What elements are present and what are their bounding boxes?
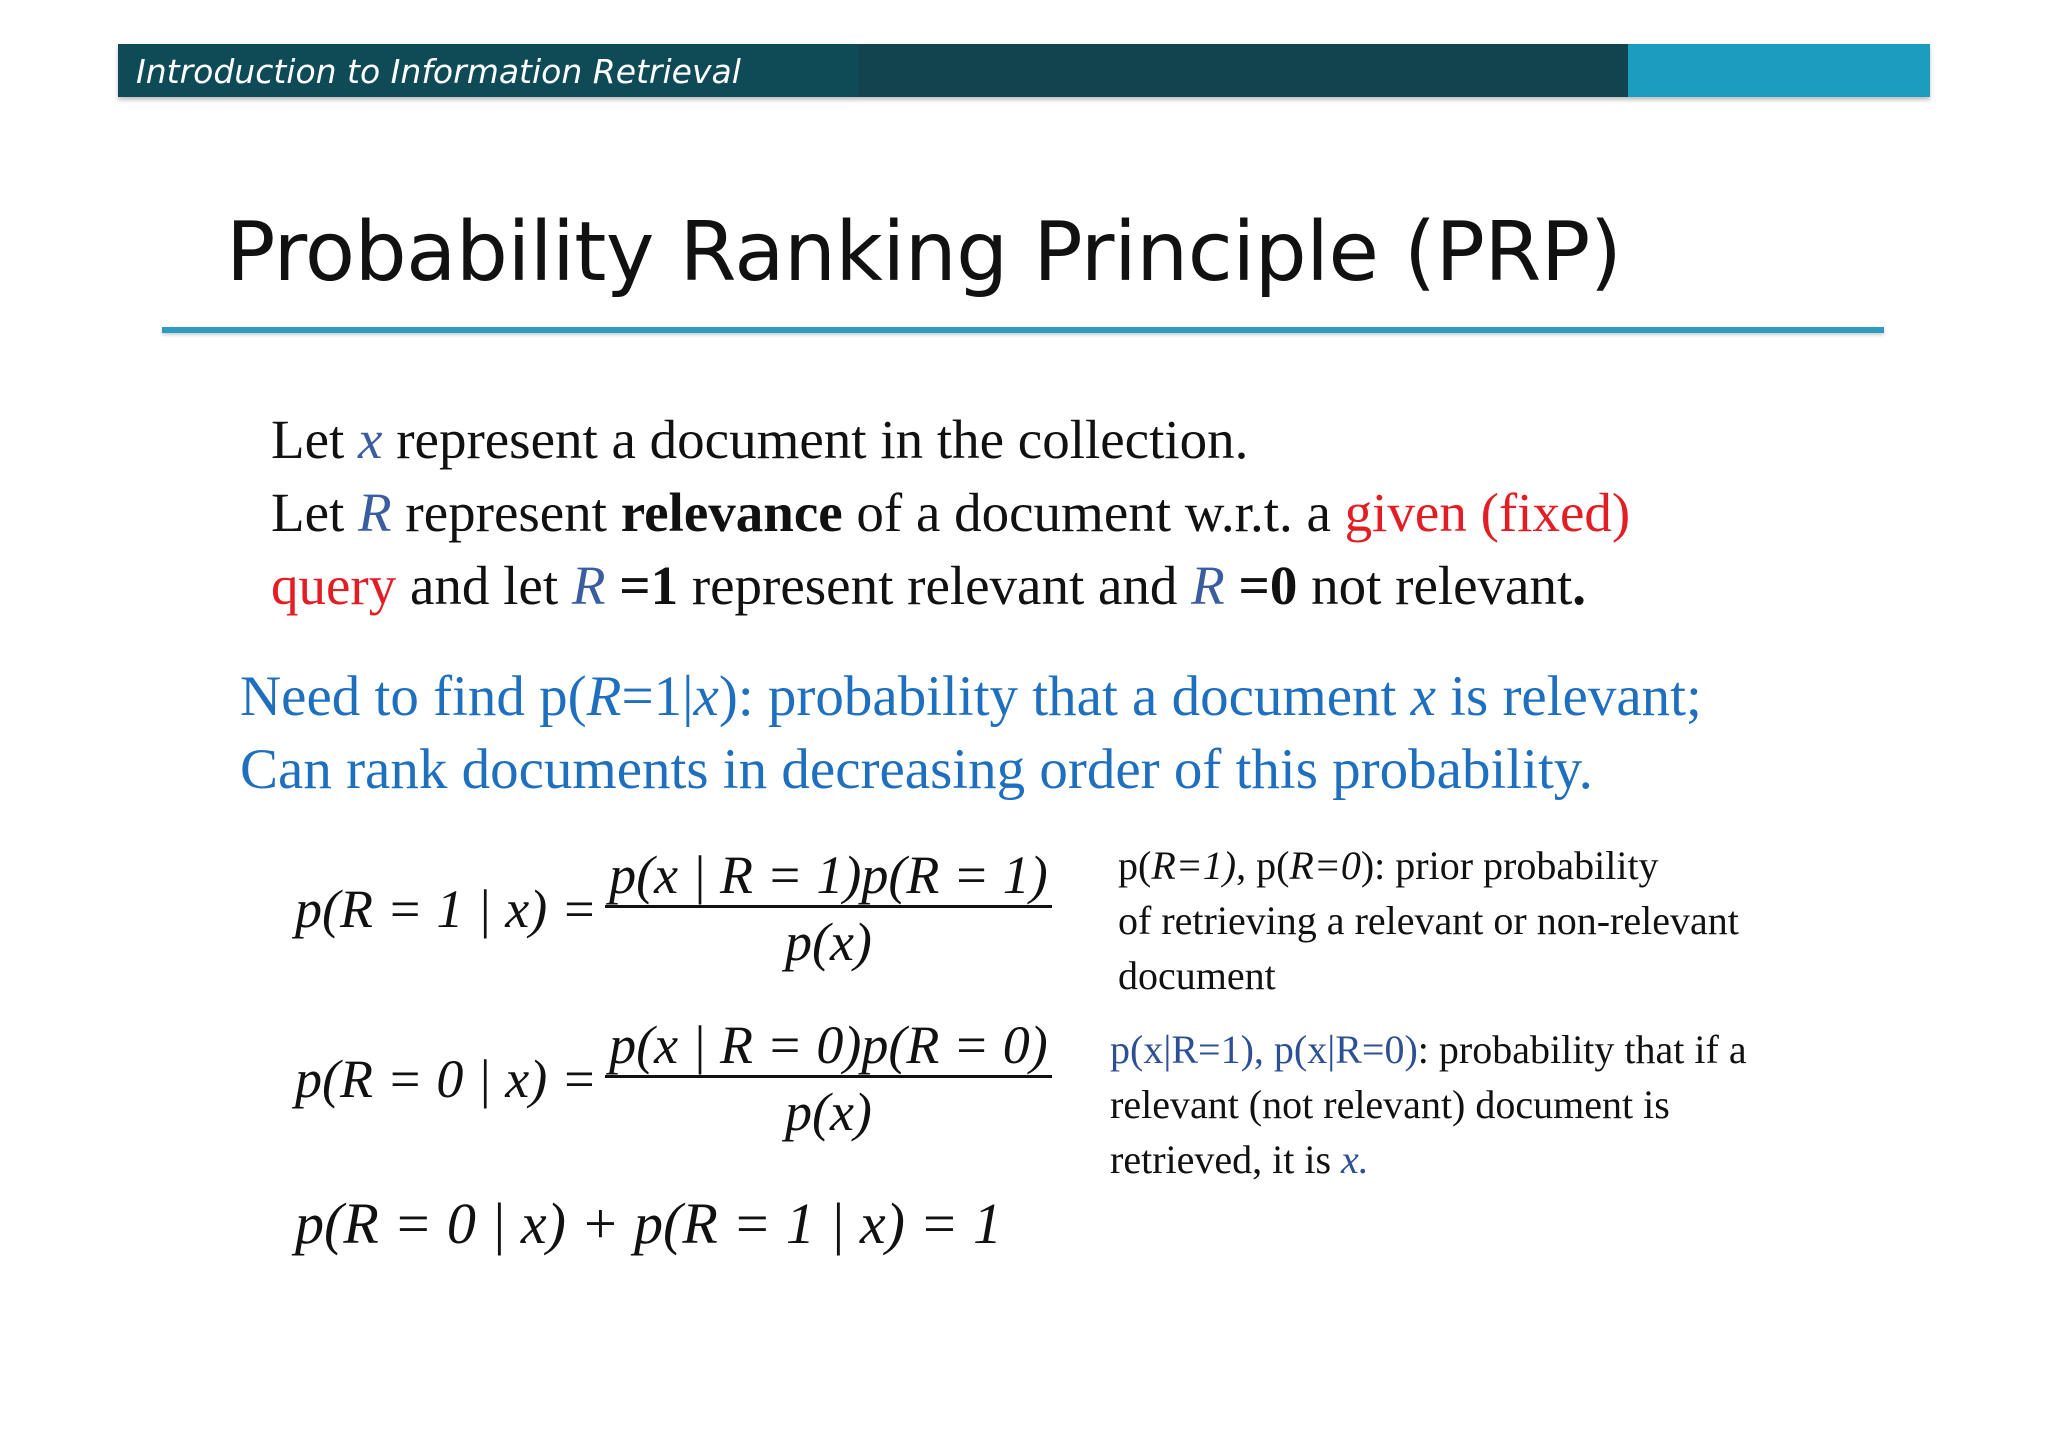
text: Need to find p( — [240, 665, 587, 728]
text: not relevant — [1297, 555, 1573, 616]
intro-line-3 — [271, 549, 1630, 622]
var-r: R — [586, 665, 622, 728]
header-mid-band — [858, 44, 1746, 97]
period: . — [1572, 555, 1587, 616]
header-title: Introduction to Information Retrieval — [136, 52, 741, 91]
text: =1| — [621, 665, 694, 728]
text: of a document w.r.t. a — [842, 482, 1345, 543]
eq-zero-bold: =0 — [1224, 555, 1298, 616]
title-underline — [162, 327, 1884, 333]
query-red: query — [271, 555, 397, 616]
text: : probability that if a — [1417, 1027, 1747, 1072]
slide-title: Probability Ranking Principle (PRP) — [226, 205, 1622, 300]
fraction — [605, 1015, 1052, 1142]
note-line — [1118, 838, 1739, 893]
note-line: document — [1118, 953, 1276, 998]
note-likelihood — [1110, 1022, 1747, 1187]
text: represent relevant and — [678, 555, 1192, 616]
text: is relevant; — [1435, 665, 1702, 728]
text: Let — [271, 482, 359, 543]
intro-line-1 — [271, 403, 1630, 476]
text: p( — [1118, 843, 1152, 888]
note-line — [1110, 1022, 1747, 1077]
text: represent — [391, 482, 621, 543]
var-x: x — [1410, 665, 1436, 728]
text: Let — [271, 409, 359, 470]
var: R=0 — [1289, 843, 1361, 888]
header-bar — [118, 44, 1930, 97]
text: represent a document in the collection. — [382, 409, 1249, 470]
text: retrieved, it is — [1110, 1137, 1342, 1182]
likelihood-terms: p(x|R=1), p(x|R=0) — [1110, 1027, 1418, 1072]
header-accent-block — [1628, 44, 1930, 97]
note-line: relevant (not relevant) document is — [1110, 1082, 1670, 1127]
equation-lhs: p(R = 0 | x) = — [295, 1048, 598, 1109]
need-paragraph — [240, 660, 1702, 806]
relevance-bold: relevance — [620, 482, 843, 543]
var-x: x — [358, 409, 383, 470]
text: ): probability that a document — [718, 665, 1411, 728]
numerator: p(x | R = 0)p(R = 0) — [609, 1015, 1048, 1075]
equation-sum-to-one: p(R = 0 | x) + p(R = 1 | x) = 1 — [295, 1191, 1003, 1256]
equation-bayes-relevant — [295, 845, 1052, 972]
given-fixed-red: given (fixed) — [1344, 482, 1631, 543]
need-line-1 — [240, 660, 1702, 733]
numerator: p(x | R = 1)p(R = 1) — [609, 845, 1048, 905]
note-line — [1110, 1132, 1747, 1187]
need-line-2: Can rank documents in decreasing order of this probability. — [240, 738, 1593, 801]
denominator: p(x) — [605, 1075, 1052, 1142]
equation-bayes-nonrelevant — [295, 1015, 1052, 1142]
note-prior-probability — [1118, 838, 1739, 1003]
fraction — [605, 845, 1052, 972]
var: R=1) — [1151, 843, 1237, 888]
intro-line-2 — [271, 476, 1630, 549]
text: , p( — [1236, 843, 1290, 888]
text: and let — [396, 555, 572, 616]
note-line: of retrieving a relevant or non-relevant — [1118, 898, 1739, 943]
eq-one-bold: =1 — [605, 555, 679, 616]
denominator: p(x) — [605, 905, 1052, 972]
var-r: R — [1191, 555, 1225, 616]
var-x: x. — [1341, 1137, 1369, 1182]
text: ): prior probability — [1360, 843, 1659, 888]
equation-lhs: p(R = 1 | x) = — [295, 878, 598, 939]
var-r: R — [358, 482, 392, 543]
var-r: R — [571, 555, 606, 616]
intro-paragraph — [271, 403, 1630, 622]
var-x: x — [693, 665, 719, 728]
